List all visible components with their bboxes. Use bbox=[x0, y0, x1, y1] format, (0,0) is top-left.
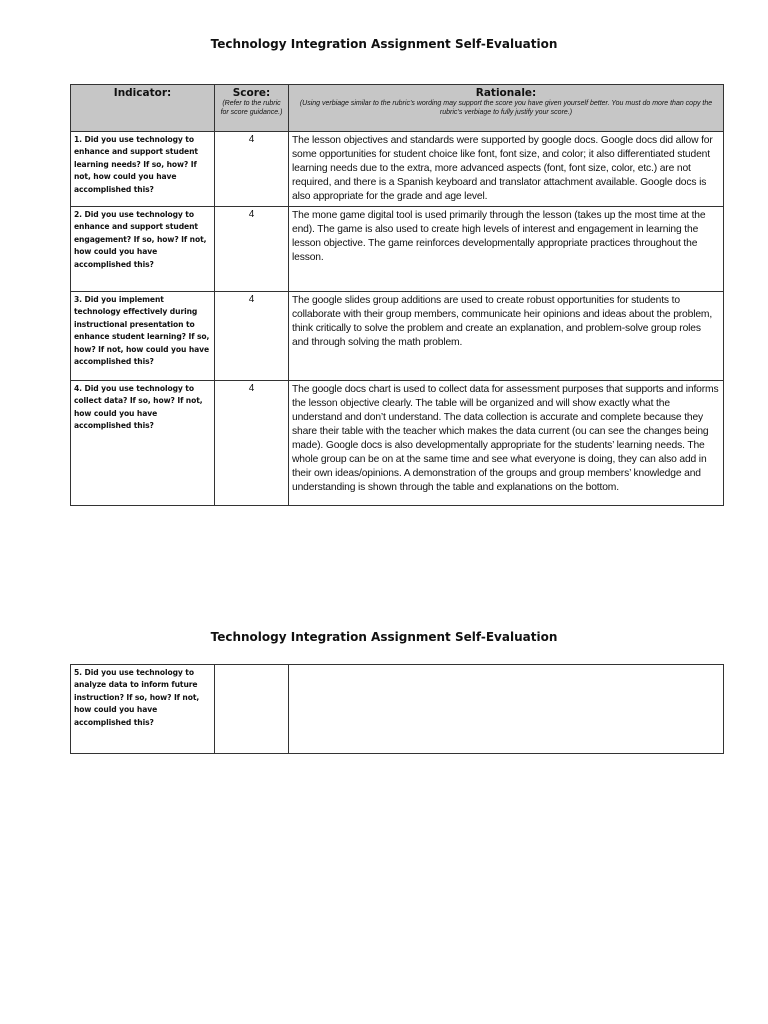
rationale-cell bbox=[289, 665, 724, 754]
score-cell: 4 bbox=[215, 207, 289, 292]
score-cell: 4 bbox=[215, 292, 289, 381]
rationale-cell: The google slides group additions are used to create robust opportunities for students to collaborate with their group members, communicate heir opinions and ideas about the problem, think critically to solve the problem and create an explanation, and problem-solve group roles and through solving the math problem. bbox=[289, 292, 724, 381]
table-row bbox=[71, 207, 724, 292]
self-evaluation-table-continued bbox=[70, 664, 724, 754]
page-title: Technology Integration Assignment Self-Evaluation bbox=[210, 37, 558, 51]
rationale-header bbox=[289, 85, 724, 132]
table-row bbox=[71, 381, 724, 506]
indicator-header bbox=[71, 85, 215, 132]
indicator-cell: 3. Did you implement technology effectively during instructional presentation to enhance student learning? If so, how? If not, how could you have accomplished this? bbox=[71, 292, 215, 381]
score-cell: 4 bbox=[215, 381, 289, 506]
score-header bbox=[215, 85, 289, 132]
indicator-header-label: Indicator: bbox=[113, 87, 172, 99]
indicator-cell: 1. Did you use technology to enhance and support student learning needs? If so, how? If not, how could you have accomplished this? bbox=[71, 132, 215, 207]
table-row bbox=[71, 665, 724, 754]
table-row bbox=[71, 132, 724, 207]
page-title-repeat: Technology Integration Assignment Self-Evaluation bbox=[210, 630, 558, 644]
score-header-label: Score: bbox=[232, 87, 271, 99]
score-header-note: (Refer to the rubric for score guidance.) bbox=[220, 100, 283, 116]
rationale-cell: The google docs chart is used to collect data for assessment purposes that supports and informs the lesson objective clearly. The table will be organized and will show exactly what the understand and don’t understand. The data collection is accurate and complete because they share their table with the teacher which makes the data current (ou can see the changes being made). Google docs is also developmentally appropriate for the students’ learning needs. The whole group can be on at the same time and see what everyone is doing, they can also add in their own ideas/opinions. A demonstration of the groups and group members’ knowledge and understanding is shown through the table and explanations on the bottom. bbox=[289, 381, 724, 506]
score-cell: 4 bbox=[215, 132, 289, 207]
self-evaluation-table bbox=[70, 84, 724, 506]
indicator-cell: 4. Did you use technology to collect data? If so, how? If not, how could you have accomplished this? bbox=[71, 381, 215, 506]
indicator-cell: 5. Did you use technology to analyze data to inform future instruction? If so, how? If not, how could you have accomplished this? bbox=[71, 665, 215, 754]
rationale-cell: The lesson objectives and standards were supported by google docs. Google docs did allow for some opportunities for student choice like font, font size, and color; it also differentiated student learning needs due to the extra, more advanced aspects (font, font size, color, etc.) are not required, and there is a Spanish keyboard and translator attachment available. Google docs is also appropriate for the grade and age level. bbox=[289, 132, 724, 207]
rationale-header-note: (Using verbiage similar to the rubric’s wording may support the score you have given yourself better. You must do more than copy the rubric’s verbiage to fully justify your score.) bbox=[299, 100, 713, 116]
table-header-row bbox=[71, 85, 724, 132]
table-row bbox=[71, 292, 724, 381]
score-cell bbox=[215, 665, 289, 754]
rationale-header-label: Rationale: bbox=[475, 87, 537, 99]
rationale-cell: The mone game digital tool is used primarily through the lesson (takes up the most time at the end). The game is also used to create high levels of interest and engagement in learning the lesson objective. The game reinforces developmentally appropriate practices throughout the lesson. bbox=[289, 207, 724, 292]
indicator-cell: 2. Did you use technology to enhance and support student engagement? If so, how? If not, how could you have accomplished this? bbox=[71, 207, 215, 292]
